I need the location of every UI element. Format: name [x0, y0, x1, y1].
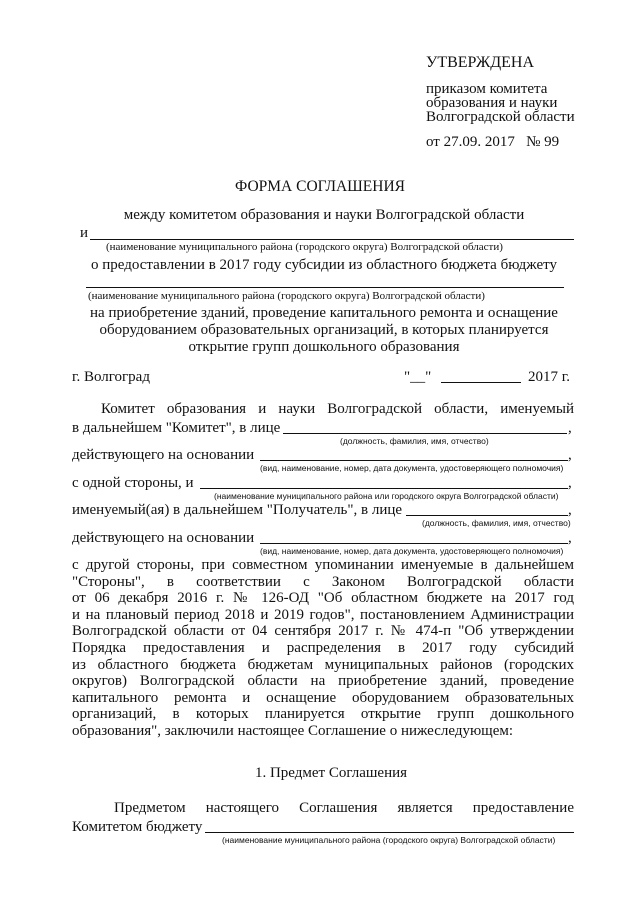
- form-title: ФОРМА СОГЛАШЕНИЯ: [235, 178, 405, 195]
- caption-municipal-1: (наименование муниципального района (городского округа) Волгоградской области): [106, 241, 503, 253]
- caption-document-2: (вид, наименование, номер, дата документа, удостоверяющего полномочия): [260, 546, 564, 556]
- comma-4: ,: [568, 502, 572, 518]
- approval-title: УТВЕРЖДЕНА: [426, 54, 535, 71]
- preamble-line: образования", заключили настоящее Соглашение о нижеследующем:: [72, 722, 514, 739]
- section-1-line-2: Комитетом бюджету: [72, 819, 203, 835]
- recipient-basis-rule[interactable]: [260, 543, 568, 544]
- purpose-line-1: на приобретение зданий, проведение капитального ремонта и оснащение: [90, 305, 558, 321]
- caption-person-1: (должность, фамилия, имя, отчество): [340, 436, 489, 446]
- recipient-person-rule[interactable]: [406, 515, 568, 516]
- section-1-line-1: Предметом настоящего Соглашения является предоставление: [114, 800, 574, 816]
- basis-prefix-2: действующего на основании: [72, 530, 255, 546]
- preamble-line: из областного бюджета бюджетам муниципальных районов (городских: [72, 656, 574, 673]
- preamble-line: Порядка предоставления и распределения в 2017 году субсидий: [72, 639, 574, 656]
- preamble-line: Волгоградской области от 04 сентября 2017 г. № 474-п "Об утверждении: [72, 623, 574, 640]
- date-month-rule[interactable]: [441, 382, 521, 383]
- and-prefix: и: [80, 225, 89, 241]
- purpose-line-3: открытие групп дошкольного образования: [188, 339, 460, 355]
- municipal-name-rule-2[interactable]: [86, 287, 564, 288]
- between-line: между комитетом образования и науки Волгоградской области: [123, 207, 525, 223]
- date-year: 2017 г.: [528, 369, 570, 385]
- comma-1: ,: [568, 420, 572, 436]
- parties-line-2: в дальнейшем "Комитет", в лице: [72, 420, 281, 436]
- approval-date: от 27.09. 2017 № 99: [426, 134, 560, 150]
- parties-line-1: Комитет образования и науки Волгоградской области, именуемый: [101, 401, 574, 417]
- recipient-prefix: именуемый(ая) в дальнейшем "Получатель", в лице: [72, 502, 403, 518]
- approval-line-2: образования и науки: [426, 95, 558, 111]
- caption-municipal-or-city: (наименование муниципального района или городского округа Волгоградской области): [214, 491, 559, 501]
- preamble-line: округов) Волгоградской области на приобретение зданий, проведение: [72, 673, 574, 690]
- municipal-name-rule-1[interactable]: [90, 239, 574, 240]
- purpose-line-2: оборудованием образовательных организаций, в которых планируется: [99, 322, 549, 338]
- comma-3: ,: [568, 475, 572, 491]
- preamble-line: и на плановый период 2018 и 2019 годов", постановлением Администрации: [72, 606, 574, 623]
- preamble-paragraph: [72, 557, 574, 740]
- preamble-line: от 06 декабря 2016 г. № 126-ОД "Об областном бюджете на 2017 год: [72, 590, 574, 607]
- caption-document-1: (вид, наименование, номер, дата документа, удостоверяющего полномочия): [260, 463, 564, 473]
- date-day: "__": [404, 369, 432, 385]
- approval-line-1: приказом комитета: [426, 81, 548, 97]
- caption-municipal-2: (наименование муниципального района (городского округа) Волгоградской области): [88, 290, 485, 302]
- subsidy-line: о предоставлении в 2017 году субсидии из областного бюджета бюджету: [91, 257, 557, 273]
- preamble-line: "Стороны", в соответствии с Законом Волгоградской области: [72, 573, 574, 590]
- basis-prefix-1: действующего на основании: [72, 447, 255, 463]
- preamble-line: капитального ремонта и оснащение оборудованием образовательных: [72, 689, 574, 706]
- komitet-person-rule[interactable]: [283, 433, 567, 434]
- recipient-name-rule[interactable]: [200, 488, 568, 489]
- comma-2: ,: [568, 447, 572, 463]
- section-1-title: 1. Предмет Соглашения: [254, 765, 408, 781]
- komitet-basis-rule[interactable]: [260, 460, 568, 461]
- section-1-caption-municipal: (наименование муниципального района (городского округа) Волгоградской области): [222, 835, 556, 845]
- approval-line-3: Волгоградской области: [426, 109, 575, 125]
- comma-5: ,: [568, 530, 572, 546]
- section-1-municipal-rule[interactable]: [205, 832, 574, 833]
- one-side-prefix: с одной стороны, и: [72, 475, 194, 491]
- caption-person-2: (должность, фамилия, имя, отчество): [422, 518, 571, 528]
- city: г. Волгоград: [72, 369, 150, 385]
- preamble-line: организаций, в которых планируется открытие групп дошкольного: [72, 706, 574, 723]
- preamble-line: с другой стороны, при совместном упоминании именуемые в дальнейшем: [72, 557, 574, 573]
